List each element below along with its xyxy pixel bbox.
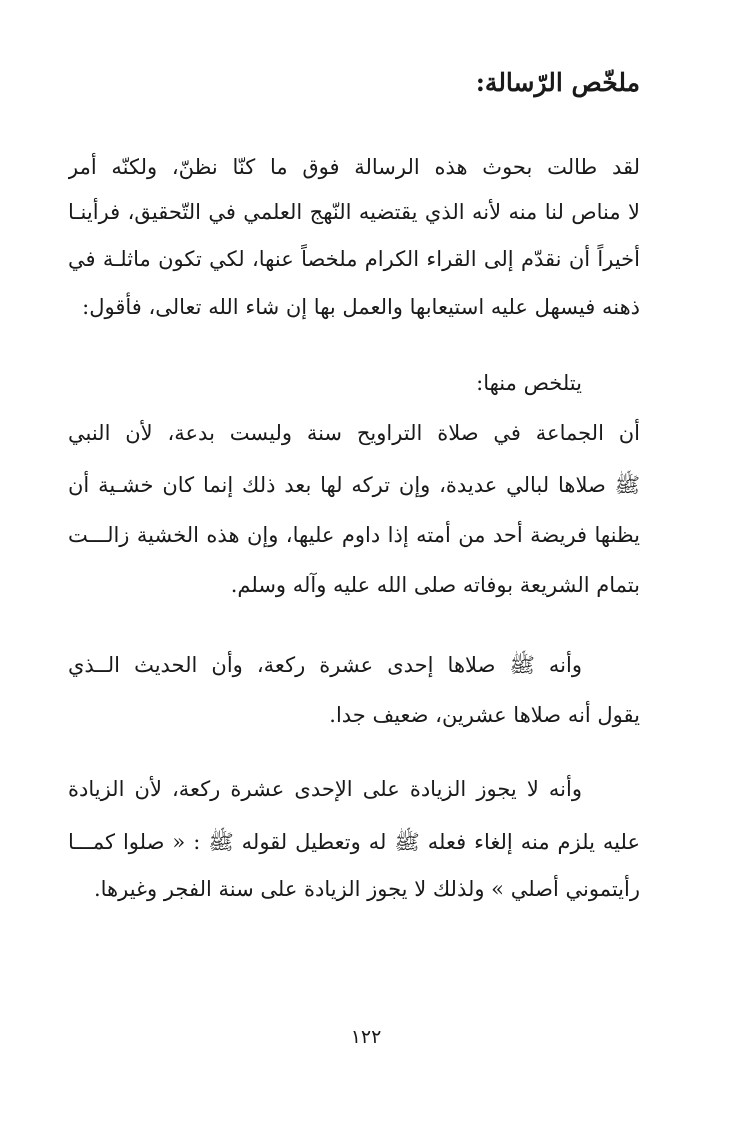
text-line: ذهنه فيسهل عليه استيعابها والعمل بها إن شاء الله تعالى، فأقول: [82,295,640,319]
text-line: لا مناص لنا منه لأنه الذي يقتضيه النّهج العلمي في التّحقيق، فرأينـا [68,200,640,224]
text-line: أن الجماعة في صلاة التراويح سنة وليست بدعة، لأن النبي [68,421,640,445]
section-heading: ملخّص الرّسالة: [475,68,640,97]
text-line: أخيراً أن نقدّم إلى القراء الكرام ملخصاً عنها، لكي تكون ماثلـة في [68,247,640,271]
text-line: وأنه ﷺ صلاها إحدى عشرة ركعة، وأن الحديث الــذي [68,653,582,677]
text-line: يظنها فريضة أحد من أمته إذا داوم عليها، وإن هذه الخشية زالـــت [68,523,640,547]
text-line: ﷺ صلاها لبالي عديدة، وإن تركه لها بعد ذلك إنما كان خشـية أن [68,473,640,497]
text-line: بتمام الشريعة بوفاته صلى الله عليه وآله وسلم. [230,573,640,597]
page-number: ١٢٢ [350,1026,382,1048]
text-line: عليه يلزم منه إلغاء فعله ﷺ له وتعطيل لقوله ﷺ : « صلوا كمـــا [68,830,640,854]
text-line: لقد طالت بحوث هذه الرسالة فوق ما كنّا نظنّ، ولكنّه أمر [68,155,640,179]
text-line: يتلخص منها: [476,371,582,395]
text-line: رأيتموني أصلي » ولذلك لا يجوز الزيادة على سنة الفجر وغيرها. [93,877,640,901]
text-line: وأنه لا يجوز الزيادة على الإحدى عشرة ركعة، لأن الزيادة [68,777,582,801]
text-line: يقول أنه صلاها عشرين، ضعيف جدا. [329,703,640,727]
